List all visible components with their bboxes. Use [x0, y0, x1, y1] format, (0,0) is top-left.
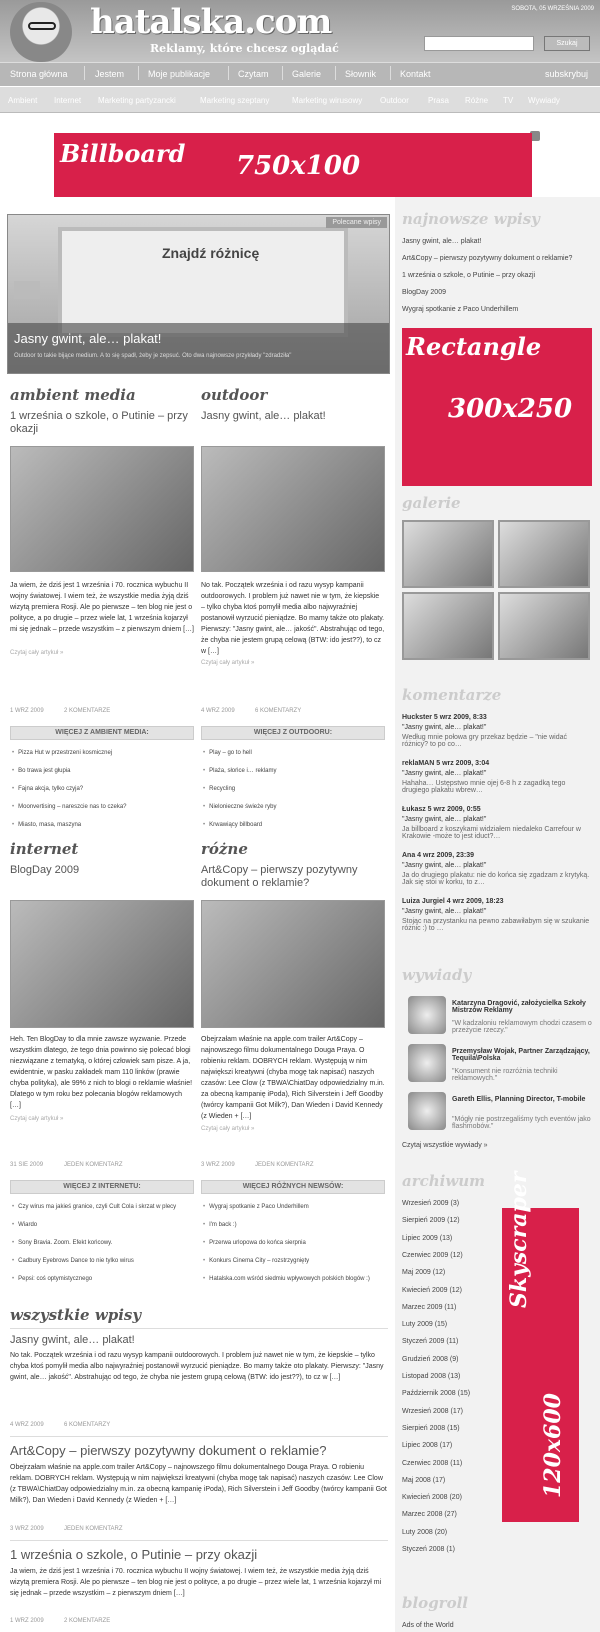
list-item[interactable]: • Przerwa urlopowa do końca sierpnia — [203, 1240, 306, 1246]
board-text: Znajdź różnicę — [162, 245, 260, 261]
post-excerpt: No tak. Początek września i od razu wysyp kampanii outdoorowych. I problem już nawet nie w tym, że kiepskie – tylko chyba ktoś pomylił media albo najwyraźniej postanowił wyrzucić pieniądze. Bo mamy także oto plakaty. Pierwszy: "Jasny gwint, ale… jakość". Abstrahując od tego, że chyba nie jestem grupą celową (BTW: ido jest??), to cz w […] — [201, 582, 385, 655]
archive-link[interactable]: Czerwiec 2009 (12) — [402, 1251, 463, 1259]
category-item[interactable]: Marketing partyzancki — [98, 96, 176, 105]
list-item[interactable]: • Konkurs Cinema City – rozstrzygnięty — [203, 1258, 309, 1264]
nav-item[interactable]: Słownik — [345, 69, 377, 79]
list-item[interactable]: • Krwawiący billboard — [203, 822, 262, 828]
main-nav — [0, 62, 600, 86]
post-title[interactable]: Jasny gwint, ale… plakat! — [10, 1334, 135, 1346]
archive-link[interactable]: Marzec 2009 (11) — [402, 1303, 457, 1311]
more-bar: WIĘCEJ Z AMBIENT MEDIA: — [10, 726, 194, 740]
interview-name[interactable]: Katarzyna Dragović, założycielka Szkoły Mistrzów Reklamy — [452, 1000, 586, 1014]
more-bar: WIĘCEJ Z OUTDOORU: — [201, 726, 385, 740]
post-thumbnail[interactable] — [10, 446, 194, 572]
nav-item[interactable]: Galerie — [292, 69, 322, 79]
comment-text: Stojąc na przystanku na pewno zabawiłabym się w szukanie różnic :) to … — [402, 918, 590, 932]
comments-link[interactable]: 6 KOMENTARZY — [64, 1422, 111, 1428]
nav-item[interactable]: Kontakt — [400, 69, 431, 79]
avatar — [10, 2, 72, 62]
read-more-link[interactable]: Czytaj cały artykuł » — [201, 660, 255, 666]
archive-link[interactable]: Wrzesień 2009 (3) — [402, 1200, 460, 1207]
featured-title[interactable]: Jasny gwint, ale… plakat! — [14, 331, 162, 346]
more-bar: WIĘCEJ RÓŻNYCH NEWSÓW: — [201, 1180, 385, 1194]
gallery-thumbnail[interactable] — [402, 592, 494, 660]
post-excerpt: Ja wiem, że dziś jest 1 września i 70. rocznica wybuchu II wojny światowej. I wiem też, że wszystkie media żyją dziś wizytą premiera Rosji. Ale po pierwsze – ten blog nie jest o polityce, a po drugie – przez wiele lat, 1 września kojarzył mi się jednak – przede wszystkim – z pierwszym dniem […] — [10, 582, 194, 633]
comments-link[interactable]: JEDEN KOMENTARZ — [64, 1162, 123, 1168]
date-label: SOBOTA, 05 WRZEŚNIA 2009 — [511, 6, 594, 12]
nav-divider — [84, 66, 85, 80]
comment-text: Hahaha… Ustępstwo mnie ojej 6-8 h z zagadką tego drugiego plakatu wbrew… — [402, 780, 566, 794]
comment-author[interactable]: Huckster 5 wrz 2009, 8:33 — [402, 714, 487, 721]
section-heading[interactable]: outdoor — [201, 386, 268, 404]
featured-tab[interactable]: Polecane wpisy — [326, 217, 387, 228]
post-excerpt: Obejrzałam właśnie na apple.com trailer Art&Copy – najnowszego filmu dokumentalnego Douga Praya. O robieniu reklam. DOBRYCH reklam. Występują w nim największi kreatywni (chyba mogę tak napisać) naszych czasów: Lee Clow (z TBWA\ChiatDay odpowiedzialny m.in. za obecną kampanię iPoda), Rich Silverstein i Jeff Goodby (twórcy kampanii Got Milk?), Dan Wieden i David Kennedy (z Wieden + […] — [201, 1036, 385, 1120]
comments-link[interactable]: 2 KOMENTARZE — [64, 1618, 111, 1624]
archive-link[interactable]: Sierpień 2008 (15) — [402, 1424, 460, 1432]
comments-link[interactable]: JEDEN KOMENTARZ — [255, 1162, 314, 1168]
interview-name[interactable]: Gareth Ellis, Planning Director, T-mobile — [452, 1096, 586, 1103]
post-date: 1 WRZ 2009 — [10, 708, 44, 714]
archive-link[interactable]: Sierpień 2009 (12) — [402, 1217, 460, 1225]
ad-label: Skyscraper — [506, 1171, 532, 1308]
post-title[interactable]: 1 września o szkole, o Putinie – przy okazji — [10, 1547, 258, 1562]
sidebar-heading: wywiady — [402, 966, 472, 984]
archive-link[interactable]: Maj 2009 (12) — [402, 1269, 446, 1277]
comment-post[interactable]: "Jasny gwint, ale… plakat!" — [402, 816, 487, 823]
search-input[interactable] — [424, 36, 534, 51]
comment-author[interactable]: reklaMAN 5 wrz 2009, 3:04 — [402, 760, 490, 767]
archive-link[interactable]: Luty 2008 (20) — [402, 1528, 448, 1536]
sidebar-heading: najnowsze wpisy — [402, 210, 540, 228]
comment-post[interactable]: "Jasny gwint, ale… plakat!" — [402, 724, 487, 731]
comment-text: Ja do drugiego plakatu: nie do końca się zgadzam z krytyką. Jak się stoi w korku, to z… — [402, 872, 590, 886]
blogroll-link[interactable]: Ads of the World — [402, 1622, 454, 1629]
post-title[interactable]: BlogDay 2009 — [10, 864, 80, 876]
more-bar: WIĘCEJ Z INTERNETU: — [10, 1180, 194, 1194]
archive-link[interactable]: Kwiecień 2008 (20) — [402, 1494, 462, 1502]
subscribe-link[interactable]: subskrybuj — [545, 69, 589, 79]
nav-item[interactable]: Czytam — [238, 69, 269, 79]
category-item[interactable]: Outdoor — [380, 96, 409, 105]
gallery-thumbnail[interactable] — [402, 520, 494, 588]
list-item[interactable]: • I'm back :) — [203, 1222, 237, 1228]
post-excerpt: No tak. Początek września i od razu wysyp kampanii outdoorowych. I problem już nawet nie w tym, że kiepskie – tylko chyba ktoś pomylił media albo najwyraźniej postanowił wyrzucić pieniądze. Bo mamy także oto plakaty. Pierwszy: "Jasny gwint, ale… jakość". Abstrahując od tego, że chyba nie jestem grupą celową (BTW: ido jest??), to cz w […] — [10, 1352, 384, 1381]
post-thumbnail[interactable] — [10, 900, 194, 1028]
archive-link[interactable]: Kwiecień 2009 (12) — [402, 1286, 462, 1294]
list-item[interactable]: • Plaża, słońce i… reklamy — [203, 768, 276, 774]
archive-link[interactable]: Wrzesień 2008 (17) — [402, 1407, 463, 1415]
interview-photo[interactable] — [408, 996, 446, 1034]
post-thumbnail[interactable] — [201, 900, 385, 1028]
list-item[interactable]: • Sony Bravia. Zoom. Efekt końcowy. — [12, 1240, 112, 1246]
read-more-link[interactable]: Czytaj cały artykuł » — [10, 650, 64, 656]
post-title[interactable]: Art&Copy – pierwszy pozytywny dokument o reklamie? — [201, 864, 358, 889]
comments-link[interactable]: 2 KOMENTARZE — [64, 708, 111, 714]
archive-link[interactable]: Styczeń 2009 (11) — [402, 1338, 459, 1346]
post-excerpt: Obejrzałam właśnie na apple.com trailer Art&Copy – najnowszego filmu dokumentalnego Douga Praya. O robieniu reklam. DOBRYCH reklam. Występują w nim największi kreatywni (chyba mogę tak napisać) naszych czasów: Lee Clow (z TBWA\ChiatDay odpowiedzialny m.in. za obecną kampanię iPoda), Rich Silverstein i Jeff Goodby (twórcy kampanii Got Milk?), Dan Wieden i David Kennedy (z Wieden + […] — [10, 1464, 387, 1504]
arrow-left-icon[interactable] — [14, 281, 40, 299]
category-nav — [0, 87, 600, 113]
post-excerpt: Ja wiem, że dziś jest 1 września i 70. rocznica wybuchu II wojny światowej. I wiem też, że wszystkie media żyją dziś wizytą premiera Rosji. Ale po pierwsze – ten blog nie jest o polityce, a po drugie – przez wiele lat, 1 września kojarzył mi się jednak – przede wszystkim – z pierwszym dniem […] — [10, 1568, 382, 1597]
section-heading[interactable]: ambient media — [10, 386, 136, 404]
comment-post[interactable]: "Jasny gwint, ale… plakat!" — [402, 770, 487, 777]
section-heading[interactable]: internet — [10, 840, 79, 858]
post-title[interactable]: 1 września o szkole, o Putinie – przy okazji — [10, 410, 188, 435]
post-date: 4 WRZ 2009 — [10, 1422, 44, 1428]
interview-quote: "Mógły nie postrzegaliśmy tych eventów jako flashmobów." — [452, 1116, 591, 1130]
header — [0, 0, 600, 62]
section-heading[interactable]: różne — [201, 840, 248, 858]
interview-quote: "W kadzaloniu reklamowym chodzi czasem o przeżycie rzeczy." — [452, 1020, 592, 1034]
archive-link[interactable]: Maj 2008 (17) — [402, 1476, 446, 1484]
interview-photo[interactable] — [408, 1044, 446, 1082]
list-item[interactable]: • Hatalska.com wśród siedmiu wpływowych polskich blogów :) — [203, 1276, 383, 1282]
category-item[interactable]: Internet — [54, 96, 82, 105]
archive-link[interactable]: Lipiec 2008 (17) — [402, 1442, 453, 1450]
featured-image — [58, 227, 348, 337]
section-heading: wszystkie wpisy — [10, 1306, 142, 1324]
category-item[interactable]: Marketing szeptany — [200, 96, 270, 105]
category-item[interactable]: Marketing wirusowy — [292, 96, 363, 105]
featured-desc: Outdoor to takie bijące medium. A to się spadł, żeby je zepsuć. Oto dwa najnowsze przykłady "zdradziła" — [14, 353, 292, 359]
gallery-thumbnail[interactable] — [498, 592, 590, 660]
list-item[interactable]: • Recycling — [203, 786, 235, 792]
nav-divider — [138, 66, 139, 80]
archive-link[interactable]: Czerwiec 2008 (11) — [402, 1459, 463, 1467]
comments-link[interactable]: 6 KOMENTARZY — [255, 708, 302, 714]
skyscraper-ad[interactable] — [502, 1171, 579, 1522]
nav-item[interactable]: Moje publikacje — [148, 69, 211, 79]
featured-caption — [8, 323, 389, 374]
archive-link[interactable]: Lipiec 2009 (13) — [402, 1234, 453, 1242]
read-more-link[interactable]: Czytaj cały artykuł » — [10, 1116, 64, 1122]
category-item[interactable]: Wywiady — [528, 96, 560, 105]
newest-post-link[interactable]: Art&Copy – pierwszy pozytywny dokument o reklamie? — [402, 255, 573, 262]
archive-link[interactable]: Grudzień 2008 (9) — [402, 1355, 459, 1363]
sidebar-heading: komentarze — [402, 686, 502, 704]
post-title[interactable]: Jasny gwint, ale… plakat! — [201, 410, 326, 422]
list-item[interactable]: • Moonvertising – nareszcie nas to czeka? — [12, 804, 127, 810]
nav-divider — [335, 66, 336, 80]
comment-author[interactable]: Luiza Jurgiel 4 wrz 2009, 18:23 — [402, 898, 504, 905]
sidebar-heading: galerie — [402, 494, 461, 512]
ad-label: Rectangle — [406, 332, 542, 361]
nav-item[interactable]: Jestem — [95, 69, 125, 79]
archive-link[interactable]: Styczeń 2008 (1) — [402, 1546, 455, 1553]
sidebar-heading: archiwum — [402, 1172, 486, 1190]
list-item[interactable]: • Fajna akcja, tylko czyja? — [12, 786, 83, 792]
search-button[interactable]: Szukaj — [544, 36, 590, 51]
interview-quote: "Konsument nie rozróżnia techniki reklamowych." — [452, 1068, 558, 1082]
archive-link[interactable]: Listopad 2008 (13) — [402, 1373, 461, 1380]
newest-post-link[interactable]: 1 września o szkole, o Putinie – przy okazji — [402, 272, 536, 279]
read-more-link[interactable]: Czytaj cały artykuł » — [201, 1126, 255, 1132]
newest-post-link[interactable]: Jasny gwint, ale… plakat! — [402, 238, 482, 245]
post-excerpt: Heh. Ten BlogDay to dla mnie zawsze wyzwanie. Przede wszystkim dlatego, że tego dnia powinno się polecać blogi niezwiązane z tematyką, o której człowiek sam pisze. A ja, ewidentnie, w pasku zakładek mam 110 linków (prawie chyba polityka), ale 99% z nich to blogi o reklamie właśnie! Dlatego w tym roku bez polecania blogów reklamowych […] — [10, 1036, 193, 1109]
nav-divider — [282, 66, 283, 80]
list-item[interactable]: • Pizza Hut w przestrzeni kosmicznej — [12, 750, 112, 756]
list-item[interactable]: • Bo trawa jest głupia — [12, 768, 70, 774]
comment-text: Według mnie połowa gry przekaz będzie – "nie widać różnicy? to po co… — [402, 734, 567, 748]
gallery-thumbnail[interactable] — [498, 520, 590, 588]
list-item[interactable]: • Pepsi: coś optymistycznego — [12, 1276, 92, 1282]
interview-name[interactable]: Przemysław Wojak, Partner Zarządzający, Tequila\Polska — [452, 1048, 590, 1062]
billboard-ad[interactable] — [54, 133, 532, 197]
archive-link[interactable]: Marzec 2008 (27) — [402, 1511, 457, 1519]
newest-post-link[interactable]: BlogDay 2009 — [402, 289, 446, 296]
ad-size: 750x100 — [236, 151, 361, 181]
sidebar-heading: blogroll — [402, 1594, 468, 1612]
list-item[interactable]: • Wiardo — [12, 1222, 37, 1228]
category-item[interactable]: Różne — [465, 96, 489, 105]
comment-post[interactable]: "Jasny gwint, ale… plakat!" — [402, 862, 487, 869]
ad-size: 120x600 — [540, 1393, 566, 1498]
post-title[interactable]: Art&Copy – pierwszy pozytywny dokument o reklamie? — [10, 1443, 327, 1458]
category-item[interactable]: Ambient — [8, 96, 38, 105]
all-interviews-link[interactable]: Czytaj wszystkie wywiady » — [402, 1142, 488, 1149]
tagline: Reklamy, które chcesz oglądać — [150, 42, 339, 55]
comment-post[interactable]: "Jasny gwint, ale… plakat!" — [402, 908, 487, 915]
list-item[interactable]: • Wygraj spotkanie z Paco Underhillem — [203, 1204, 309, 1210]
divider — [10, 1540, 388, 1541]
rectangle-ad[interactable] — [402, 328, 592, 486]
category-item[interactable]: TV — [503, 96, 514, 105]
post-date: 3 WRZ 2009 — [201, 1162, 235, 1168]
ad-label: Billboard — [60, 139, 186, 168]
comment-author[interactable]: Łukasz 5 wrz 2009, 0:55 — [402, 806, 481, 813]
interview-photo[interactable] — [408, 1092, 446, 1130]
archive-link[interactable]: Luty 2009 (15) — [402, 1321, 448, 1329]
newest-post-link[interactable]: Wygraj spotkanie z Paco Underhillem — [402, 306, 519, 313]
nav-item[interactable]: Strona główna — [10, 69, 68, 79]
list-item[interactable]: • Cadbury Eyebrows Dance to nie tylko wirus — [12, 1258, 134, 1264]
featured-slider[interactable] — [7, 214, 390, 374]
site-logo[interactable]: hatalska.com — [90, 2, 332, 42]
comment-text: Ja billboard z koszykami widziałem niedaleko Carrefour w Krakowie -może to jest iduct?… — [402, 826, 581, 840]
post-date: 31 SIE 2009 — [10, 1162, 44, 1168]
post-date: 3 WRZ 2009 — [10, 1526, 44, 1532]
nav-divider — [228, 66, 229, 80]
divider — [10, 1436, 388, 1437]
post-date: 1 WRZ 2009 — [10, 1618, 44, 1624]
list-item[interactable]: • Czy wirus ma jakieś granice, czyli Cult Cola i skrzat w plecy — [12, 1204, 176, 1210]
comment-author[interactable]: Ana 4 wrz 2009, 23:39 — [402, 852, 474, 859]
category-item[interactable]: Prasa — [428, 96, 449, 105]
divider — [10, 1328, 388, 1329]
list-item[interactable]: • Play – go to hell — [203, 750, 252, 756]
nav-divider — [390, 66, 391, 80]
list-item[interactable]: • Miasto, masa, maszyna — [12, 822, 81, 828]
ad-size: 300x250 — [448, 394, 573, 424]
post-date: 4 WRZ 2009 — [201, 708, 235, 714]
comments-link[interactable]: JEDEN KOMENTARZ — [64, 1526, 123, 1532]
post-thumbnail[interactable] — [201, 446, 385, 572]
list-item[interactable]: • Nielonieczne świeże ryby — [203, 804, 276, 810]
archive-link[interactable]: Październik 2008 (15) — [402, 1390, 471, 1398]
